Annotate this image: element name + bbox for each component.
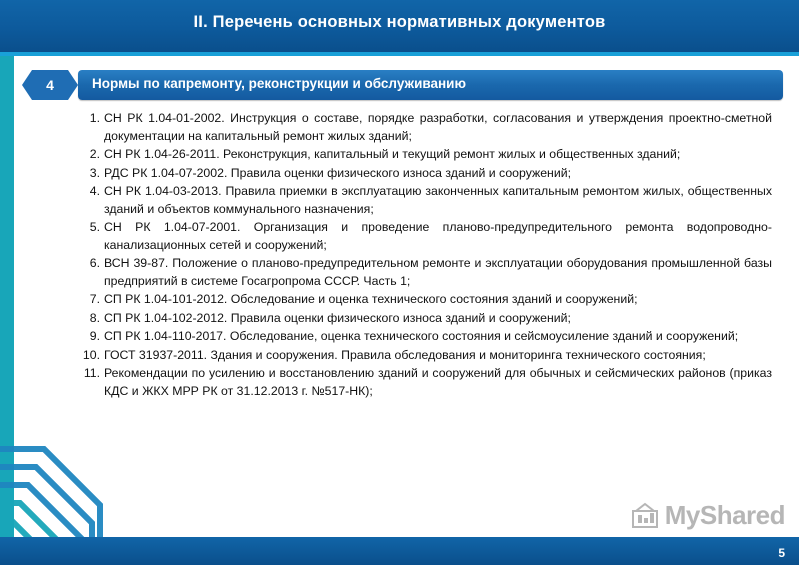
list-item-number: 2. bbox=[89, 147, 100, 161]
list-item-text: РДС РК 1.04-07-2002. Правила оценки физического износа зданий и сооружений; bbox=[104, 165, 571, 180]
list-item bbox=[78, 347, 778, 365]
section-title: Нормы по капремонту, реконструкции и обслуживанию bbox=[92, 76, 466, 91]
list-item-text: СП РК 1.04-102-2012. Правила оценки физического износа зданий и сооружений; bbox=[104, 310, 571, 325]
list-item-number: 11. bbox=[83, 366, 100, 380]
list-item-number: 6. bbox=[89, 256, 100, 270]
list-item-text: ВСН 39-87. Положение о планово-предупредительном ремонте и эксплуатации оборудования промышленной базы предприятий в системе Госагропрома СССР. Часть 1; bbox=[104, 256, 772, 288]
list-item-text: ГОСТ 31937-2011. Здания и сооружения. Правила обследования и мониторинга технического состояния; bbox=[104, 347, 706, 362]
list-item-number: 5. bbox=[89, 220, 100, 234]
watermark bbox=[630, 500, 785, 531]
list-item bbox=[78, 219, 778, 254]
list-item bbox=[78, 310, 778, 328]
list-item-number: 1. bbox=[89, 111, 100, 125]
list-item-number: 8. bbox=[89, 310, 100, 325]
list-item-text: Рекомендации по усилению и восстановлению зданий и сооружений для обычных и сейсмических районов (приказ КДС и ЖКХ МРР РК от 31.12.2013 г. №517-НК); bbox=[104, 366, 772, 398]
left-teal-stripe bbox=[0, 56, 14, 565]
list-item bbox=[78, 165, 778, 183]
footer-bar bbox=[0, 537, 799, 565]
list-item bbox=[78, 110, 778, 145]
header-accent-line bbox=[0, 52, 799, 56]
list-item-text: СН РК 1.04-07-2001. Организация и проведение планово-предупредительного ремонта водопроводно-канализационных сетей и сооружений; bbox=[104, 220, 772, 252]
page-number: 5 bbox=[778, 546, 785, 560]
list-item-text: СН РК 1.04-03-2013. Правила приемки в эксплуатацию законченных капитальным ремонтом жилых, общественных зданий и объектов коммунального назначения; bbox=[104, 184, 772, 216]
list-item bbox=[78, 146, 778, 164]
list-item-number: 10. bbox=[82, 347, 100, 362]
list-item-number: 9. bbox=[89, 329, 100, 343]
list-item bbox=[78, 255, 778, 290]
list-item-text: СП РК 1.04-101-2012. Обследование и оценка технического состояния зданий и сооружений; bbox=[104, 292, 638, 306]
header-bar bbox=[0, 0, 799, 52]
list-item-number: 3. bbox=[89, 165, 100, 180]
list-item-text: СН РК 1.04-01-2002. Инструкция о составе, порядке разработки, согласования и утверждения проектно-сметной документации на капитальный ремонт жилых зданий; bbox=[104, 111, 772, 143]
myshared-logo-icon bbox=[630, 501, 660, 531]
section-number: 4 bbox=[46, 77, 54, 93]
section-title-strip bbox=[78, 70, 783, 100]
list-item bbox=[78, 183, 778, 218]
document-list bbox=[78, 110, 778, 401]
watermark-text: MyShared bbox=[664, 500, 785, 530]
section-number-badge bbox=[22, 70, 78, 100]
list-item-number: 4. bbox=[89, 184, 100, 198]
list-item bbox=[78, 328, 778, 346]
list-item bbox=[78, 365, 778, 400]
list-item bbox=[78, 291, 778, 309]
list-item-number: 7. bbox=[89, 292, 100, 306]
list-item-text: СП РК 1.04-110-2017. Обследование, оценка технического состояния и сейсмоусиление зданий и сооружений; bbox=[104, 329, 739, 343]
page-title: II. Перечень основных нормативных документов bbox=[193, 13, 606, 31]
list-item-text: СН РК 1.04-26-2011. Реконструкция, капитальный и текущий ремонт жилых и общественных зданий; bbox=[104, 147, 681, 161]
